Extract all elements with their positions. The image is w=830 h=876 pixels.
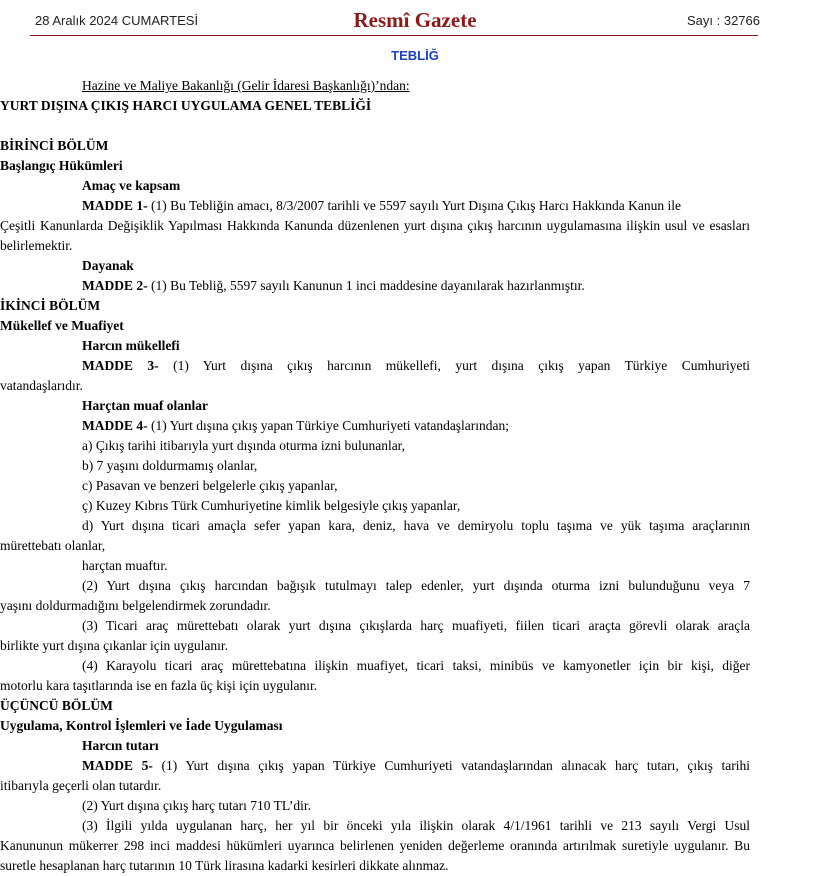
part-2-subtitle: Mükellef ve Muafiyet xyxy=(0,318,124,333)
article-5-para-2: (2) Yurt dışına çıkış harç tutarı 710 TL’dir. xyxy=(82,798,311,813)
article-4-item-cc: ç) Kuzey Kıbrıs Türk Cumhuriyetine kimlik belgesiyle çıkış yapanlar, xyxy=(82,498,461,513)
article-2-label: MADDE 2- xyxy=(82,278,148,293)
issue-number: Sayı : 32766 xyxy=(687,13,760,28)
article-4-para-4-continued: motorlu kara taşıtlarında ise en fazla üç kişi için uygulanır. xyxy=(0,678,318,693)
heading-purpose: Amaç ve kapsam xyxy=(82,178,181,193)
heading-exempt: Harçtan muaf olanlar xyxy=(82,398,208,413)
article-4-label: MADDE 4- xyxy=(82,418,148,433)
heading-taxpayer: Harcın mükellefi xyxy=(82,338,180,353)
article-5-para-3: (3) İlgili yılda uygulanan harç, her yıl bir önceki yıla ilişkin olarak 4/1/1961 tarihli ve 213 sayılı Vergi Usul xyxy=(82,818,750,833)
article-4-para-3: (3) Ticari araç mürettebatı olarak yurt dışına çıkışlarda harç muafiyeti, fiilen ticari araçta görevli olarak araçla xyxy=(82,618,750,633)
part-1-subtitle: Başlangıç Hükümleri xyxy=(0,158,123,173)
article-5-text: (1) Yurt dışına çıkış yapan Türkiye Cumhuriyeti vatandaşlarından alınacak harç tutarı, çıkış tarihi xyxy=(152,758,750,773)
gazette-title: Resmî Gazete xyxy=(353,8,477,32)
article-1-label: MADDE 1- xyxy=(82,198,148,213)
part-3-subtitle: Uygulama, Kontrol İşlemleri ve İade Uygulaması xyxy=(0,718,283,733)
part-3-title: ÜÇÜNCÜ BÖLÜM xyxy=(0,698,113,713)
article-1-continued: Çeşitli Kanunlarda Değişiklik Yapılması Hakkında Kanunda düzenlenen yurt dışına çıkış harcının uygulamasına ilişkin usul ve esasları belirlemektir. xyxy=(0,218,750,253)
article-4-item-d-continued: mürettebatı olanlar, xyxy=(0,538,106,553)
article-5-label: MADDE 5- xyxy=(82,758,153,773)
article-4-para-4: (4) Karayolu ticari araç mürettebatına ilişkin muafiyet, ticari taksi, minibüs ve kamyonetler için bir kişi, diğer xyxy=(82,658,750,673)
part-1-title: BİRİNCİ BÖLÜM xyxy=(0,138,109,153)
heading-amount: Harcın tutarı xyxy=(82,738,159,753)
article-4-para-2-continued: yaşını doldurmadığını belgelendirmek zorundadır. xyxy=(0,598,271,613)
article-4-item-b: b) 7 yaşını doldurmamış olanlar, xyxy=(82,458,258,473)
article-5-para-3-continued: Kanununun mükerrer 298 inci maddesi hükümleri uyarınca belirlenen yeniden değerleme oranında artırılmak suretiyle uygulanır. Bu suretle hesaplanan harç tutarının 10 Türk lirasına kadarki kesirleri dikkate alınmaz. xyxy=(0,838,750,873)
article-4-item-c: c) Pasavan ve benzeri belgelerle çıkış yapanlar, xyxy=(82,478,338,493)
article-4-item-d: d) Yurt dışına ticari amaçla sefer yapan kara, deniz, hava ve demiryolu toplu taşıma ve yük taşıma araçlarının xyxy=(82,518,750,533)
article-2 xyxy=(82,276,750,296)
heading-basis: Dayanak xyxy=(82,258,134,273)
article-3-text: (1) Yurt dışına çıkış harcının mükellefi, yurt dışına çıkış yapan Türkiye Cumhuriyeti xyxy=(158,358,750,373)
article-3 xyxy=(82,356,750,376)
gazette-masthead xyxy=(0,0,830,38)
article-4-item-a: a) Çıkış tarihi itibarıyla yurt dışında oturma izni bulunanlar, xyxy=(82,438,406,453)
article-2-text: (1) Bu Tebliğ, 5597 sayılı Kanunun 1 inci maddesine dayanılarak hazırlanmıştır. xyxy=(147,278,585,293)
part-2-title: İKİNCİ BÖLÜM xyxy=(0,298,101,313)
article-4-text: (1) Yurt dışına çıkış yapan Türkiye Cumhuriyeti vatandaşlarından; xyxy=(147,418,510,433)
article-4-para-3-continued: birlikte yurt dışına çıkanlar için uygulanır. xyxy=(0,638,228,653)
section-label: TEBLİĞ xyxy=(391,48,439,63)
article-4 xyxy=(82,416,750,436)
article-4-para-2: (2) Yurt dışına çıkış harcından bağışık tutulmayı talep edenler, yurt dışında oturma izni bulunduğunu veya 7 xyxy=(82,578,750,593)
article-5-continued: itibarıyla geçerli olan tutardır. xyxy=(0,778,162,793)
document-body xyxy=(0,76,750,876)
article-3-label: MADDE 3- xyxy=(82,358,159,373)
header-divider xyxy=(30,35,758,36)
article-5 xyxy=(82,756,750,776)
document-title: YURT DIŞINA ÇIKIŞ HARCI UYGULAMA GENEL TEBLİĞİ xyxy=(0,98,372,113)
issue-date: 28 Aralık 2024 CUMARTESİ xyxy=(35,13,199,28)
article-1 xyxy=(82,196,750,216)
article-3-continued: vatandaşlarıdır. xyxy=(0,378,83,393)
article-1-text: (1) Bu Tebliğin amacı, 8/3/2007 tarihli ve 5597 sayılı Yurt Dışına Çıkış Harcı Hakkında Kanun ile xyxy=(147,198,681,213)
article-4-closing: harçtan muaftır. xyxy=(82,558,168,573)
issuing-authority: Hazine ve Maliye Bakanlığı (Gelir İdaresi Başkanlığı)’ndan: xyxy=(82,78,410,93)
